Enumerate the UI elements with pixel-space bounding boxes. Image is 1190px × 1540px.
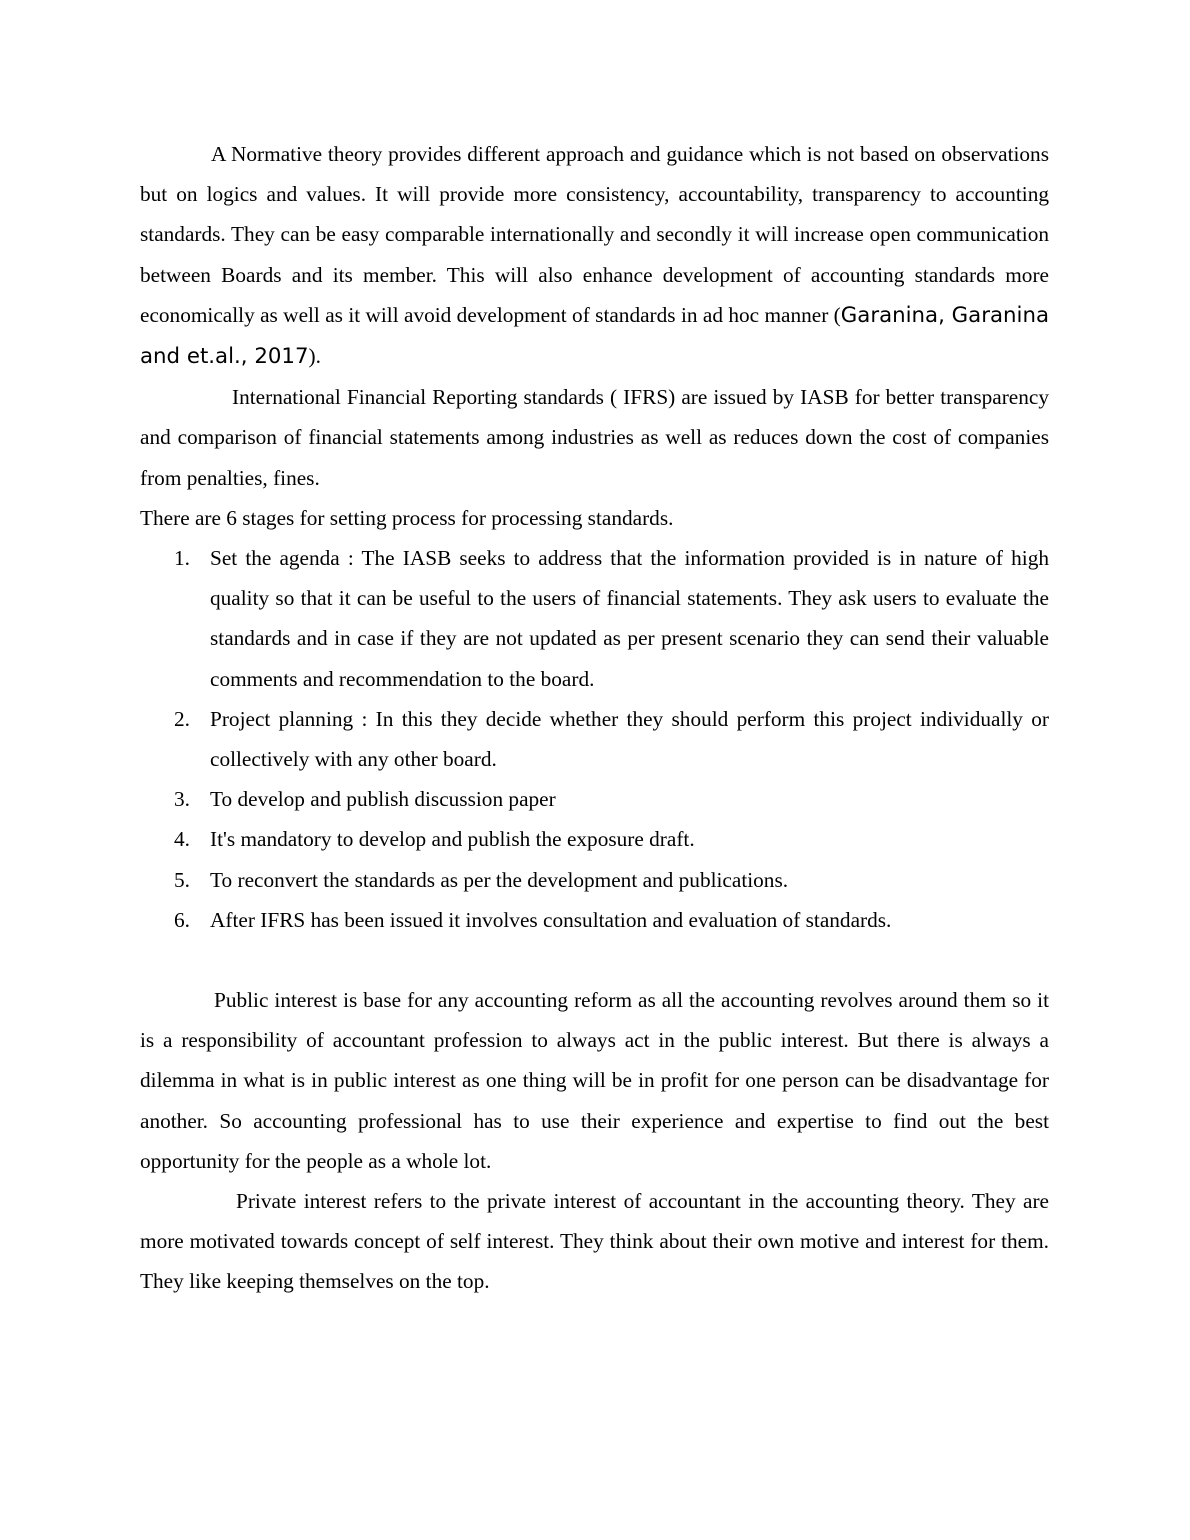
- stage-text: It's mandatory to develop and publish the exposure draft.: [210, 827, 695, 852]
- paragraph-normative-closing: ).: [308, 344, 321, 369]
- stage-number: 5.: [174, 867, 190, 892]
- list-item-stage-5: [140, 860, 1049, 900]
- citation: Garanina, Garanina and et.al., 2017: [140, 302, 1050, 370]
- paragraph-private-interest: Private interest refers to the private interest of accountant in the accounting theory. They are more motivated towards concept of self interest. They think about their own motive and interest for them. They like keeping themselves on the top.: [140, 1189, 1049, 1294]
- stage-number: 2.: [174, 706, 190, 731]
- list-item-stage-2: [140, 699, 1049, 779]
- stage-text: To develop and publish discussion paper: [210, 787, 556, 812]
- stages-list: [140, 538, 1049, 940]
- stage-number: 6.: [174, 907, 190, 932]
- paragraph-normative-theory: [140, 134, 1049, 377]
- stage-number: 4.: [174, 827, 190, 852]
- blank-line: [140, 940, 1049, 980]
- paragraph-ifrs: International Financial Reporting standards ( IFRS) are issued by IASB for better transparency and comparison of financial statements among industries as well as reduces down the cost of companies from penalties, fines.: [140, 385, 1049, 490]
- list-item-stage-4: [140, 819, 1049, 859]
- list-item-stage-6: [140, 900, 1049, 940]
- list-item-stage-1: [140, 538, 1049, 699]
- paragraph-public-interest: Public interest is base for any accounting reform as all the accounting revolves around them so it is a responsibility of accountant profession to always act in the public interest. But there is always a dilemma in what is in public interest as one thing will be in profit for one person can be disadvantage for another. So accounting professional has to use their experience and expertise to find out the best opportunity for the people as a whole lot.: [140, 988, 1049, 1173]
- stage-text: Project planning : In this they decide whether they should perform this project individually or collectively with any other board.: [210, 706, 1049, 772]
- stage-text: After IFRS has been issued it involves consultation and evaluation of standards.: [210, 907, 892, 932]
- document-body: [140, 134, 1049, 1302]
- stage-text: Set the agenda : The IASB seeks to address that the information provided is in nature of high quality so that it can be useful to the users of financial statements. They ask users to evaluate the standards and in case if they are not updated as per present scenario they can send their valuable comments and recommendation to the board.: [210, 546, 1049, 691]
- stage-number: 1.: [174, 546, 190, 571]
- stage-number: 3.: [174, 787, 190, 812]
- paragraph-normative-text: A Normative theory provides different approach and guidance which is not based on observations but on logics and values. It will provide more consistency, accountability, transparency to accounting standards. They can be easy comparable internationally and secondly it will increase open communication between Boards and its member. This will also enhance development of accounting standards more economically as well as it will avoid development of standards in ad hoc manner (: [140, 142, 1049, 327]
- list-item-stage-3: [140, 779, 1049, 819]
- stages-intro: There are 6 stages for setting process for processing standards.: [140, 505, 674, 530]
- stage-text: To reconvert the standards as per the development and publications.: [210, 867, 789, 892]
